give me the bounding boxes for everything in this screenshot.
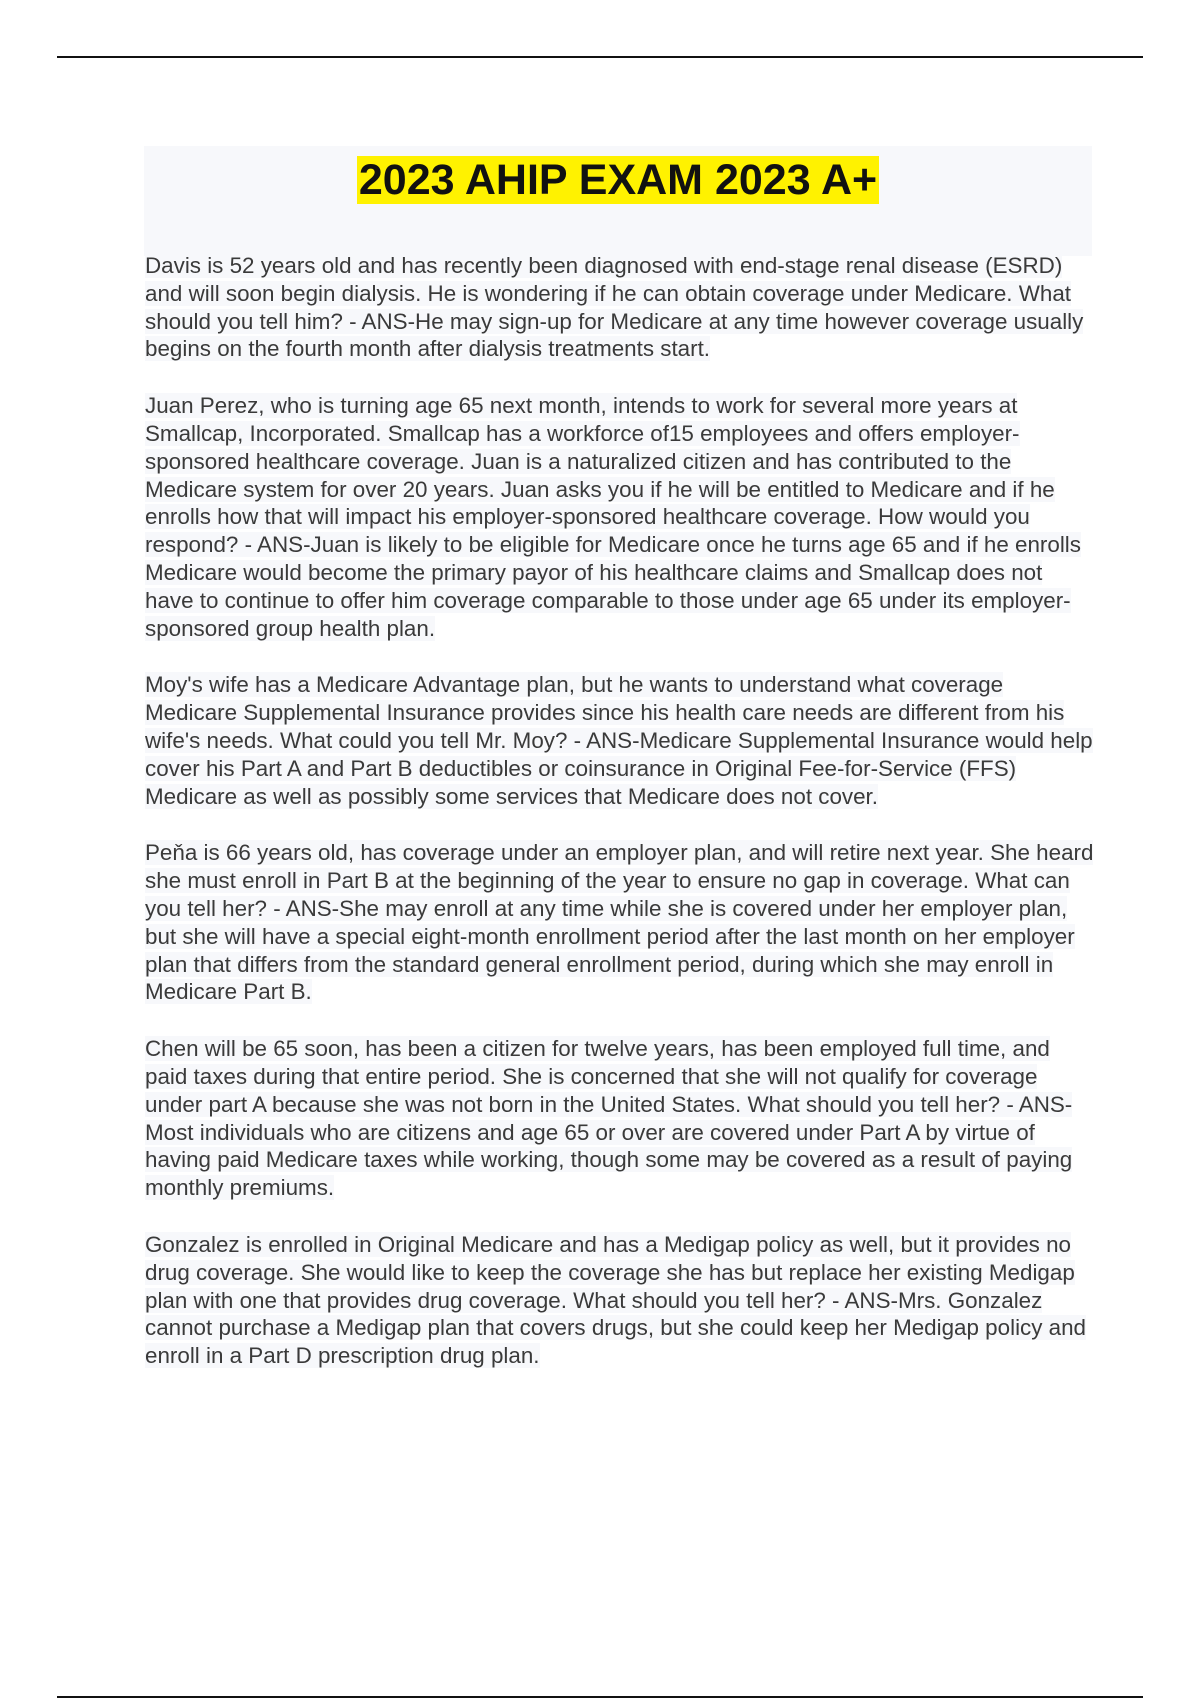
qa-entry-text: Peňa is 66 years old, has coverage under an employer plan, and will retire next year. She heard she must enroll in Part B at the beginning of the year to ensure no gap in coverage. What can you tell her? - ANS-She may enroll at any time while she is covered under her employer plan, but she will have a special eight-month enrollment period after the last month on her employer plan that differs from the standard general enrollment period, during which she may enroll in Medicare Part B. [145,840,1094,1005]
title-banner [144,146,1092,256]
top-divider [57,56,1143,58]
qa-entry-davis [145,252,1095,363]
qa-entry-moy [145,671,1095,810]
qa-entry-text: Chen will be 65 soon, has been a citizen for twelve years, has been employed full time, and paid taxes during that entire period. She is concerned that she will not qualify for coverage under part A because she was not born in the United States. What should you tell her? - ANS-Most individuals who are citizens and age 65 or over are covered under Part A by virtue of having paid Medicare taxes while working, though some may be covered as a result of paying monthly premiums. [145,1036,1073,1201]
document-title [144,152,1092,208]
qa-entry-text: Moy's wife has a Medicare Advantage plan, but he wants to understand what coverage Medicare Supplemental Insurance provides since his health care needs are different from his wife's needs. What could you tell Mr. Moy? - ANS-Medicare Supplemental Insurance would help cover his Part A and Part B deductibles or coinsurance in Original Fee-for-Service (FFS) Medicare as well as possibly some services that Medicare does not cover. [145,672,1093,809]
qa-entry-juan-perez [145,392,1095,642]
qa-entry-pena [145,839,1095,1006]
qa-entry-text: Davis is 52 years old and has recently been diagnosed with end-stage renal disease (ESRD) and will soon begin dialysis. He is wondering if he can obtain coverage under Medicare. What should you tell him? - ANS-He may sign-up for Medicare at any time however coverage usually begins on the fourth month after dialysis treatments start. [145,253,1084,362]
qa-entry-text: Juan Perez, who is turning age 65 next month, intends to work for several more years at Smallcap, Incorporated. Smallcap has a workforce of15 employees and offers employer-sponsored healthcare coverage. Juan is a naturalized citizen and has contributed to the Medicare system for over 20 years. Juan asks you if he will be entitled to Medicare and if he enrolls how that will impact his employer-sponsored healthcare coverage. How would you respond? - ANS-Juan is likely to be eligible for Medicare once he turns age 65 and if he enrolls Medicare would become the primary payor of his healthcare claims and Smallcap does not have to continue to offer him coverage comparable to those under age 65 under its employer-sponsored group health plan. [145,393,1081,641]
document-title-text: 2023 AHIP EXAM 2023 A+ [358,156,878,204]
bottom-divider [57,1696,1143,1698]
qa-entry-gonzalez [145,1231,1095,1370]
qa-entry-text: Gonzalez is enrolled in Original Medicare and has a Medigap policy as well, but it provides no drug coverage. She would like to keep the coverage she has but replace her existing Medigap plan with one that provides drug coverage. What should you tell her? - ANS-Mrs. Gonzalez cannot purchase a Medigap plan that covers drugs, but she could keep her Medigap policy and enroll in a Part D prescription drug plan. [145,1231,1087,1369]
qa-list [145,252,1095,1399]
qa-entry-chen [145,1035,1095,1202]
